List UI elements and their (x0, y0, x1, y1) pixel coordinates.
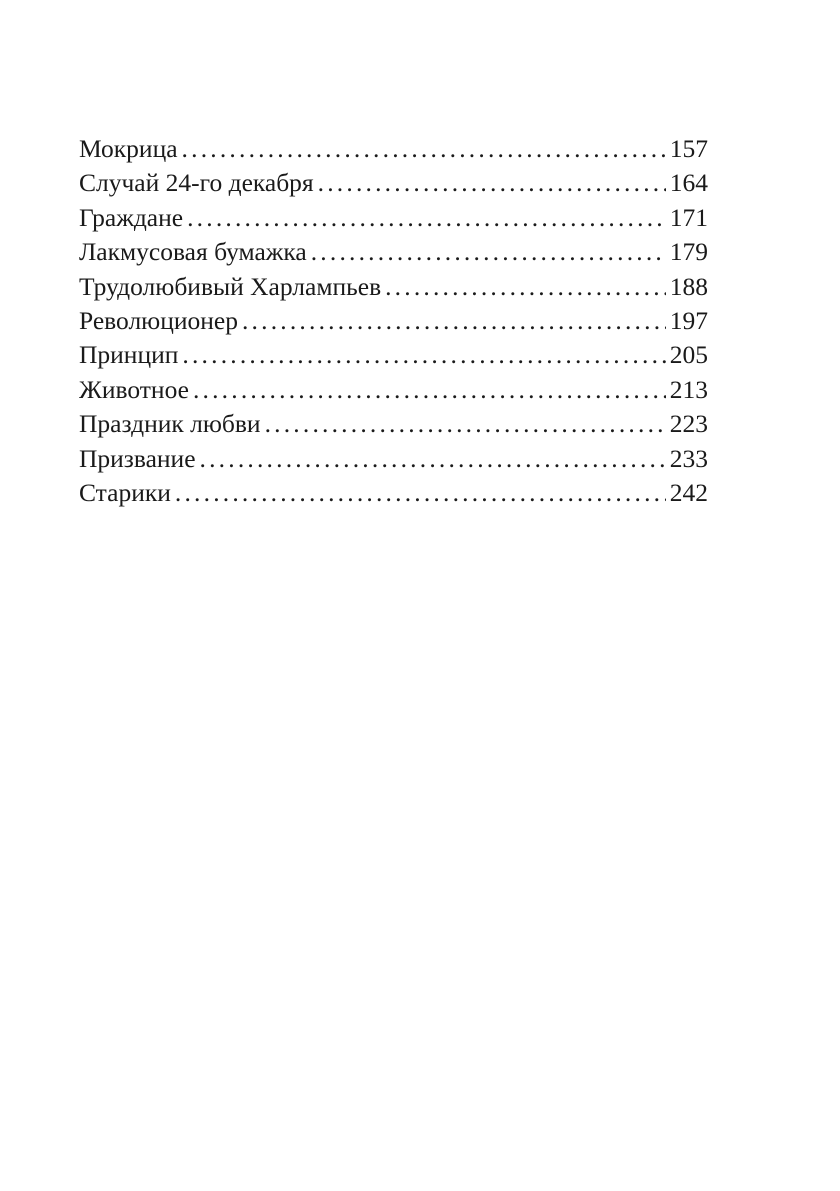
toc-entry-page-number: 179 (669, 237, 708, 267)
toc-entry-page-number: 197 (669, 305, 708, 335)
toc-entry-page-number: 171 (669, 202, 708, 232)
toc-entry (79, 203, 708, 237)
toc-entry-page-number: 213 (669, 374, 708, 404)
toc-dot-leader (182, 134, 666, 164)
toc-entry-page-number: 242 (669, 477, 708, 507)
toc-entry (79, 444, 708, 478)
toc-dot-leader (265, 409, 666, 439)
toc-dot-leader (311, 237, 666, 267)
toc-entry (79, 409, 708, 443)
toc-dot-leader (193, 375, 666, 405)
toc-entry-title: Призвание (79, 443, 196, 473)
toc-dot-leader (242, 306, 666, 336)
toc-dot-leader (187, 203, 666, 233)
toc-entry-title: Случай 24-го декабря (79, 168, 314, 198)
toc-dot-leader (200, 444, 666, 474)
toc-entry (79, 306, 708, 340)
toc-entry (79, 375, 708, 409)
toc-entry-title: Животное (79, 374, 189, 404)
toc-entry-title: Принцип (79, 340, 179, 370)
toc-entry-page-number: 233 (669, 443, 708, 473)
toc-dot-leader (182, 340, 665, 370)
toc-dot-leader (175, 478, 666, 508)
toc-entry-title: Праздник любви (79, 409, 261, 439)
toc-entry-page-number: 205 (669, 340, 708, 370)
toc-entry-title: Старики (79, 477, 171, 507)
toc-entry-page-number: 164 (669, 168, 708, 198)
toc-entry (79, 340, 708, 374)
toc-entry-title: Лакмусовая бумажка (79, 237, 307, 267)
toc-entry-page-number: 157 (669, 134, 708, 163)
toc-entry (79, 478, 708, 512)
toc-dot-leader (318, 168, 666, 198)
toc-entry (79, 272, 708, 306)
toc-entry-title: Граждане (79, 202, 184, 232)
toc-entry-page-number: 188 (669, 271, 708, 301)
toc-entry-page-number: 223 (669, 409, 708, 439)
table-of-contents (79, 134, 708, 512)
toc-entry (79, 237, 708, 271)
toc-entry (79, 134, 708, 168)
toc-entry-title: Революционер (79, 305, 238, 335)
toc-entry-title: Мокрица (79, 134, 178, 163)
toc-dot-leader (385, 272, 666, 302)
toc-entry-title: Трудолюбивый Харлампьев (79, 271, 382, 301)
toc-entry (79, 168, 708, 202)
